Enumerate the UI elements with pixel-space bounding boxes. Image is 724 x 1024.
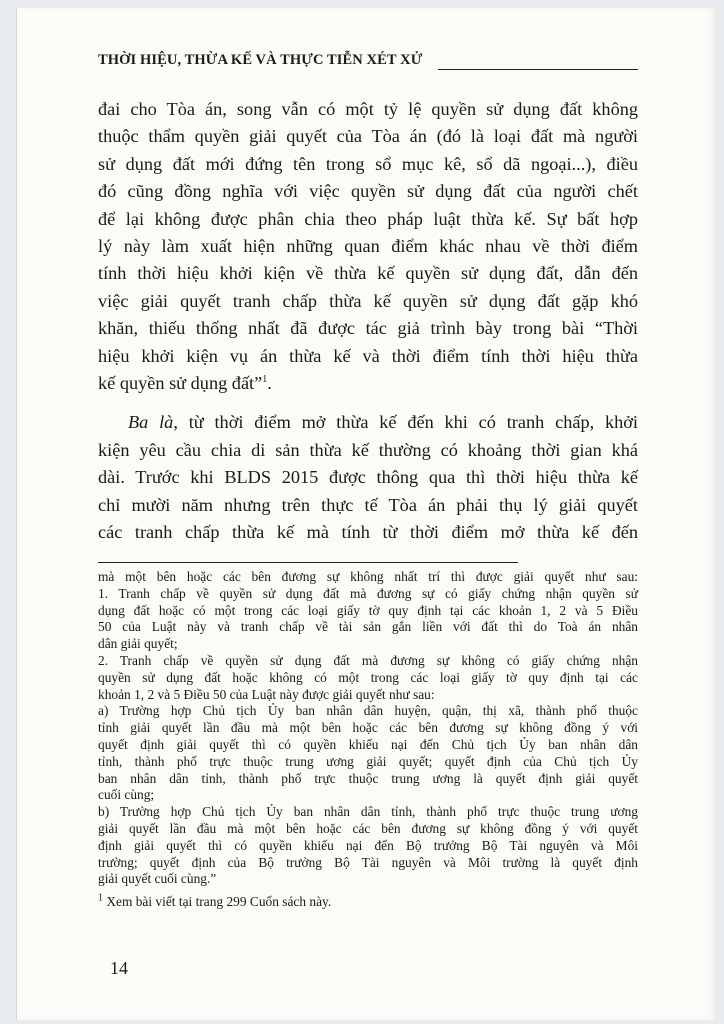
footnote-line: khoản 1, 2 và 5 Điều 50 của Luật này được giải quyết như sau: — [98, 686, 435, 702]
text-line: dài. Trước khi BLDS 2015 được thông qua thì thời hiệu thừa kế — [98, 467, 638, 488]
footnote-line: dụng đất hoặc có một trong các loại giấy tờ quy định tại các khoản 1, 2 và 5 Điều — [98, 602, 638, 618]
text-line: để lại không được phân chia theo pháp luật thừa kế. Sự bất hợp — [98, 208, 638, 229]
text-line: đó cũng đồng nghĩa với việc quyền sử dụng đất của người chết — [98, 181, 638, 202]
footnote-reference — [98, 894, 638, 911]
text-fragment: , từ thời điểm mở thừa kế đến khi có tranh chấp, khởi — [173, 412, 638, 433]
main-text — [98, 96, 638, 547]
footnote-line: a) Trường hợp Chủ tịch Ủy ban nhân dân huyện, quận, thị xã, thành phố thuộc — [98, 703, 638, 719]
footnote-line: 50 của Luật này và tranh chấp về tài sản gắn liền với đất thì do Toà án nhân — [98, 619, 638, 635]
paragraph-1 — [98, 96, 638, 397]
footnote-ref-text: Xem bài viết tại trang 299 Cuốn sách này. — [103, 894, 332, 910]
text-line — [98, 409, 638, 436]
footnote-line: giải quyết cuối cùng.” — [98, 871, 217, 887]
footnote-line: 2. Tranh chấp về quyền sử dụng đất mà đương sự không có giấy chứng nhận — [98, 652, 638, 668]
text-line: hiệu khởi kiện vụ án thừa kế và thời điểm tính thời hiệu thừa — [98, 345, 638, 366]
footnote-line: 1. Tranh chấp về quyền sử dụng đất mà đương sự có giấy chứng nhận quyền sử — [98, 585, 638, 601]
footnote-line: tỉnh giải quyết lần đầu mà một bên hoặc các bên đương sự không đồng ý với — [98, 720, 638, 736]
text-line: tính thời hiệu khởi kiện về thừa kế quyền sử dụng đất, dẫn đến — [98, 263, 638, 284]
text-line: khăn, thiếu thống nhất đã được tác giả trình bày trong bài “Thời — [98, 318, 638, 339]
header-rule — [438, 69, 638, 70]
running-header — [98, 52, 638, 76]
text-fragment: kế quyền sử dụng đất” — [98, 373, 263, 394]
footnotes — [98, 569, 638, 911]
footnote-line: quyền sử dụng đất hoặc không có một trong các loại giấy tờ quy định tại các — [98, 669, 638, 685]
text-line: kiện yêu cầu chia di sản thừa kế thường có khoảng thời gian khá — [98, 439, 638, 460]
footnote-line: tỉnh, thành phố trực thuộc trung ương giải quyết; quyết định của Chủ tịch Ủy — [98, 753, 638, 769]
italic-lead: Ba là — [128, 412, 174, 433]
footnote-separator — [98, 562, 518, 563]
text-line: thuộc thẩm quyền giải quyết của Tòa án (đó là loại đất mà người — [98, 126, 638, 147]
footnote-line: b) Trường hợp Chủ tịch Ủy ban nhân dân tỉnh, thành phố trực thuộc trung ương — [98, 804, 638, 820]
text-line-last — [98, 370, 638, 397]
footnote-line: giải quyết lần đầu mà một bên hoặc các bên đương sự không đồng ý với quyết — [98, 820, 638, 836]
footnote-line: dân giải quyết; — [98, 636, 178, 652]
footnote-line: ban nhân dân tỉnh, thành phố trực thuộc trung ương là quyết định giải quyết — [98, 770, 638, 786]
text-line: lý này làm xuất hiện những quan điểm khác nhau về thời điểm — [98, 236, 638, 257]
footnote-mark: 1 — [262, 373, 268, 385]
footnote-line: định giải quyết thì có quyền khiếu nại đến Bộ trưởng Bộ Tài nguyên và Môi — [98, 837, 638, 853]
footnote-line: cuối cùng; — [98, 787, 155, 803]
text-line: việc giải quyết tranh chấp thừa kế quyền sử dụng đất gặp khó — [98, 290, 638, 311]
text-line: các tranh chấp thừa kế mà tính từ thời điểm mở thừa kế đến — [98, 522, 638, 543]
footnote-line: trường; quyết định của Bộ trưởng Bộ Tài nguyên và Môi trường là quyết định — [98, 854, 638, 870]
text-line: chỉ mười năm nhưng trên thực tế Tòa án phải thụ lý giải quyết — [98, 494, 638, 515]
text-line: đai cho Tòa án, song vẫn có một tỷ lệ quyền sử dụng đất không — [98, 99, 638, 119]
footnote-ref-mark: 1 — [98, 892, 103, 904]
footnote-line: mà một bên hoặc các bên đương sự không nhất trí thì được giải quyết như sau: — [98, 569, 638, 584]
paragraph-2 — [98, 409, 638, 546]
text-line: sử dụng đất mới đứng tên trong sổ mục kê, sổ dã ngoại...), điều — [98, 153, 638, 174]
page-number: 14 — [110, 958, 128, 978]
running-header-title: THỜI HIỆU, THỪA KẾ VÀ THỰC TIỄN XÉT XỬ — [98, 52, 423, 68]
text-fragment: . — [267, 373, 272, 394]
footnote-line: quyết định giải quyết thì có quyền khiếu nại đến Chủ tịch Ủy ban nhân dân — [98, 736, 638, 752]
